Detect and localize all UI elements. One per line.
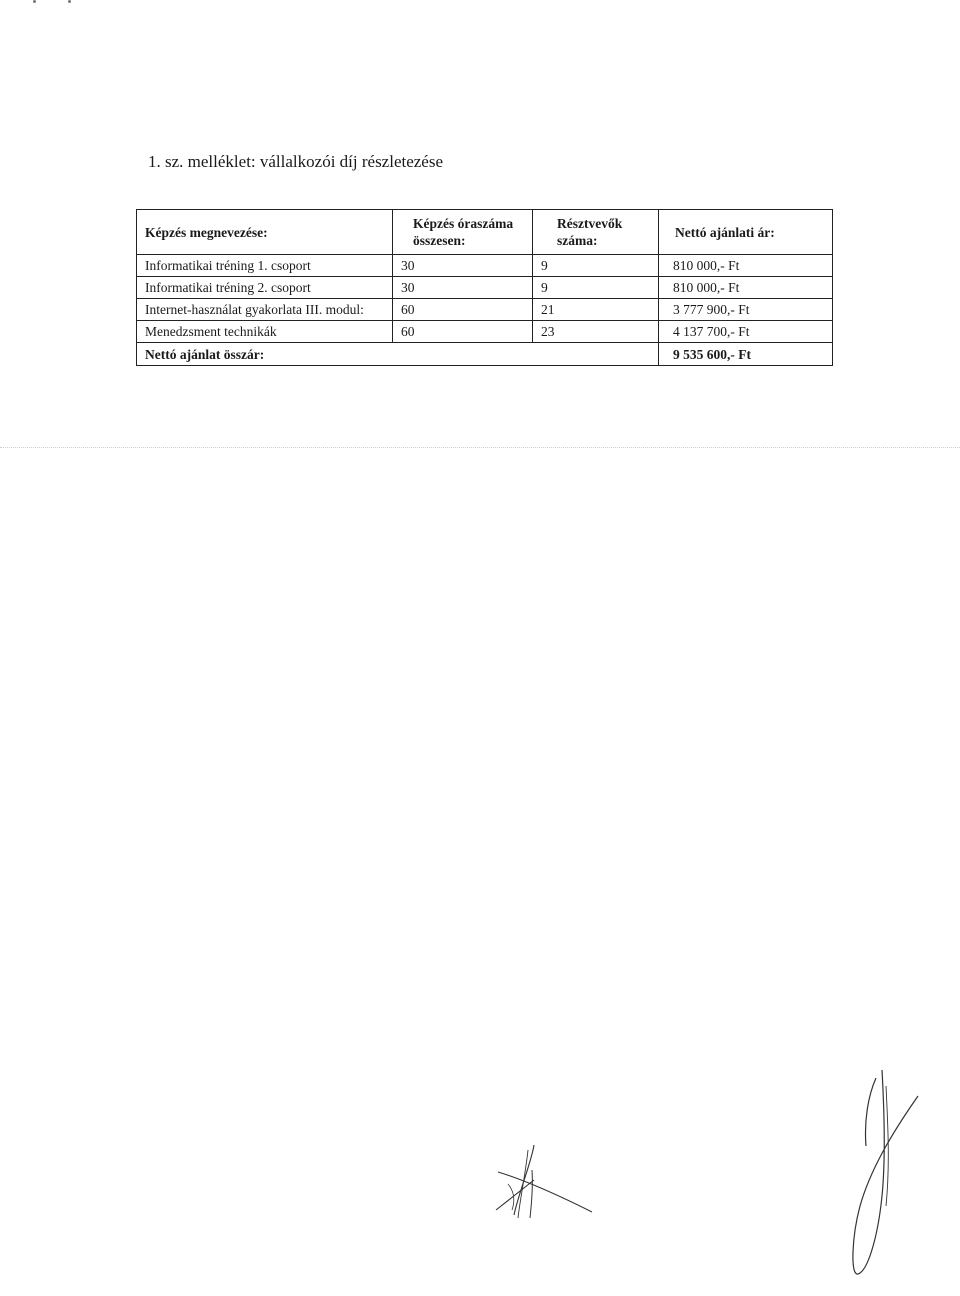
header-participants: [533, 210, 659, 255]
cell-price: 4 137 700,- Ft: [659, 321, 833, 343]
cell-hours: 60: [393, 299, 533, 321]
cell-training-name: Internet-használat gyakorlata III. modul:: [137, 299, 393, 321]
signature-initials-right: [846, 1066, 926, 1286]
scan-fold-line: [0, 447, 960, 448]
scan-speck: [68, 0, 71, 3]
total-empty-cell: [393, 343, 533, 366]
cell-price: 3 777 900,- Ft: [659, 299, 833, 321]
cell-participants: 9: [533, 255, 659, 277]
cell-training-name: Informatikai tréning 2. csoport: [137, 277, 393, 299]
cell-hours: 30: [393, 277, 533, 299]
cell-price: 810 000,- Ft: [659, 255, 833, 277]
table-row: [137, 299, 833, 321]
cell-training-name: Menedzsment technikák: [137, 321, 393, 343]
cell-hours: 60: [393, 321, 533, 343]
table-row: [137, 321, 833, 343]
cell-training-name: Informatikai tréning 1. csoport: [137, 255, 393, 277]
cell-hours: 30: [393, 255, 533, 277]
table-header-row: [137, 210, 833, 255]
header-hours: [393, 210, 533, 255]
header-hours-line1: Képzés óraszáma: [413, 216, 514, 231]
fee-table: [136, 209, 833, 366]
cell-participants: 21: [533, 299, 659, 321]
cell-participants: 9: [533, 277, 659, 299]
total-empty-cell: [533, 343, 659, 366]
cell-price: 810 000,- Ft: [659, 277, 833, 299]
header-hours-line2: összesen:: [413, 233, 466, 248]
page-title: 1. sz. melléklet: vállalkozói díj részletezése: [148, 152, 444, 171]
header-participants-line2: száma:: [557, 233, 598, 248]
signature-initials-left: [488, 1140, 598, 1230]
table-row: [137, 277, 833, 299]
total-label: Nettó ajánlat összár:: [137, 343, 393, 366]
header-net-price: Nettó ajánlati ár:: [659, 210, 833, 255]
table-row: [137, 255, 833, 277]
cell-participants: 23: [533, 321, 659, 343]
header-training-name: Képzés megnevezése:: [137, 210, 393, 255]
total-row: [137, 343, 833, 366]
total-value: 9 535 600,- Ft: [659, 343, 833, 366]
header-participants-line1: Résztvevők: [557, 216, 623, 231]
scan-speck: [33, 0, 36, 3]
